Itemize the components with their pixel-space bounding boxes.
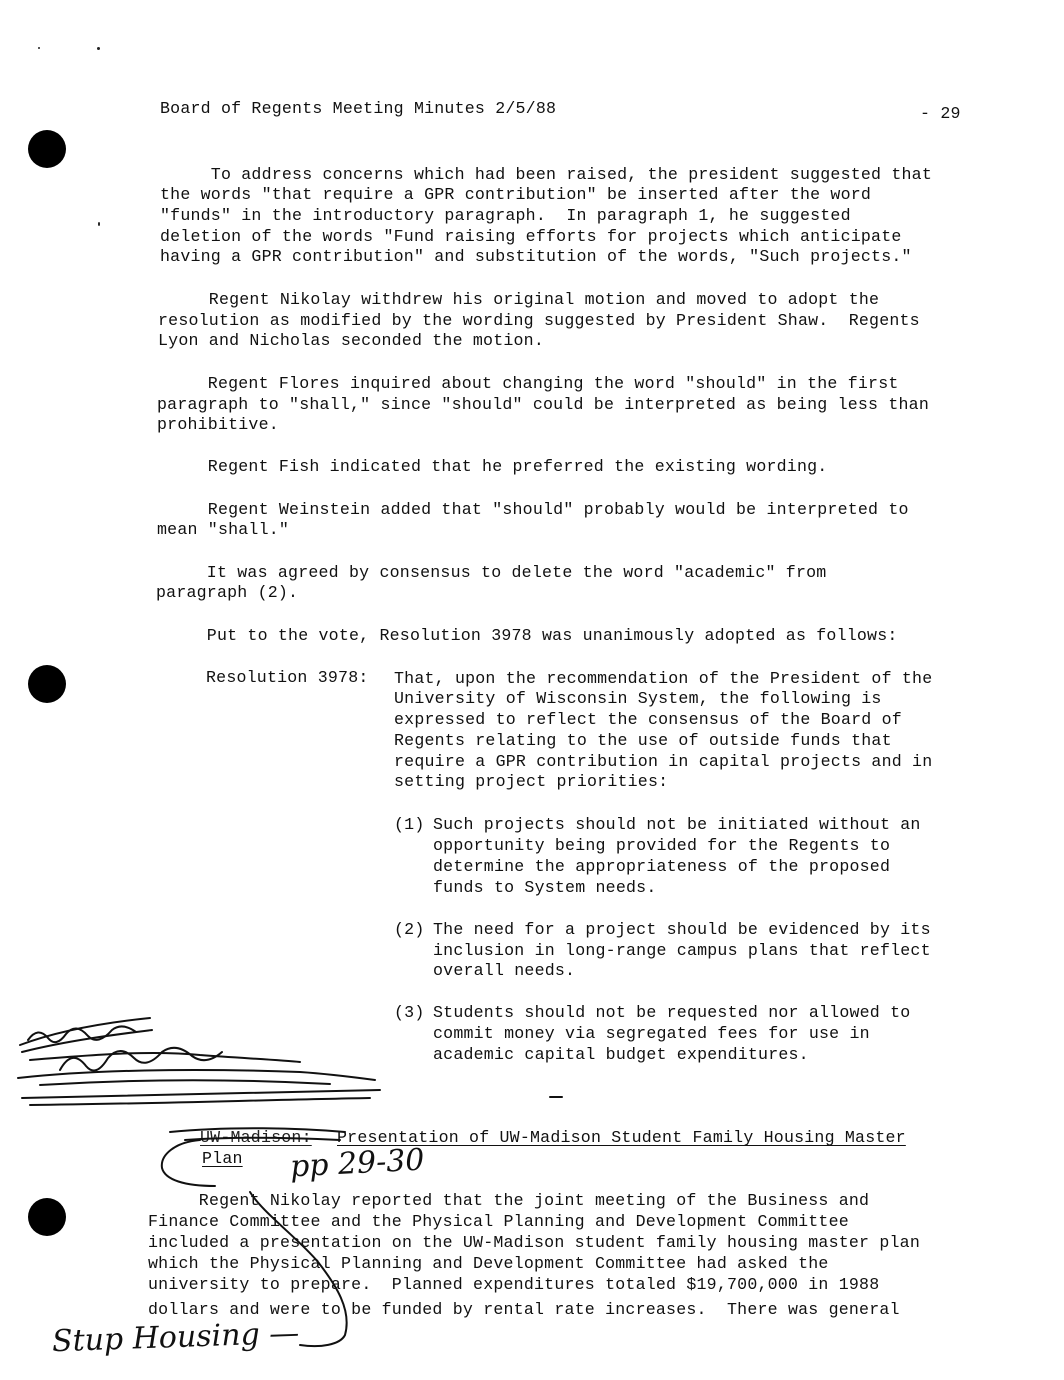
resolution-line: expressed to reflect the consensus of the Board of: [394, 710, 902, 729]
paragraph-line: the words "that require a GPR contribution" be inserted after the word: [160, 185, 872, 204]
scribble-strike: [30, 1098, 370, 1105]
paragraph-line: paragraph (2).: [156, 583, 299, 602]
paragraph-line: resolution as modified by the wording suggested by President Shaw. Regents: [158, 311, 920, 330]
resolution-line: University of Wisconsin System, the following is: [394, 689, 882, 708]
resolution-item-number: (2): [394, 920, 425, 939]
section-body-line: dollars and were to be funded by rental rate increases. There was general: [148, 1300, 900, 1319]
resolution-item-number: (3): [394, 1003, 425, 1022]
section-body-line: Regent Nikolay reported that the joint meeting of the Business and: [148, 1191, 870, 1210]
paragraph-line: Regent Flores inquired about changing the word "should" in the first: [157, 374, 899, 393]
resolution-item-line: commit money via segregated fees for use in: [433, 1024, 870, 1043]
resolution-line: require a GPR contribution in capital projects and in: [394, 752, 933, 771]
section-body-line: which the Physical Planning and Development Committee had asked the: [148, 1254, 829, 1273]
scribble-strike: [22, 1090, 380, 1098]
resolution-item-line: opportunity being provided for the Regents to: [433, 836, 891, 855]
paragraph-line: paragraph to "shall," since "should" could be interpreted as being less than: [157, 395, 929, 414]
resolution-item-line: overall needs.: [433, 961, 576, 980]
scribble-strike: [30, 1053, 300, 1062]
resolution-item-line: inclusion in long-range campus plans that reflect: [433, 941, 931, 960]
resolution-item-line: funds to System needs.: [433, 878, 657, 897]
handwritten-page-reference: pp 29-30: [289, 1142, 426, 1185]
paragraph-line: Lyon and Nicholas seconded the motion.: [158, 331, 544, 350]
paragraph-line: To address concerns which had been raised, the president suggested that: [160, 165, 932, 184]
resolution-item-number: (1): [394, 815, 425, 834]
resolution-item-line: determine the appropriateness of the proposed: [433, 857, 891, 876]
section-struck-prefix: UW-Madison:: [200, 1128, 312, 1147]
body-bracket-mark: [250, 1192, 347, 1346]
paragraph-line: Regent Fish indicated that he preferred the existing wording.: [157, 457, 828, 476]
paragraph-line: mean "shall.": [157, 520, 290, 539]
handwritten-margin-note: Stup Housing —: [51, 1315, 300, 1360]
section-body-line: university to prepare. Planned expenditures totaled $19,700,000 in 1988: [148, 1275, 880, 1294]
section-body-line: Finance Committee and the Physical Planning and Development Committee: [148, 1212, 849, 1231]
heading-strike: [185, 1138, 340, 1140]
heading-strike: [170, 1128, 345, 1132]
paragraph-line: Regent Nikolay withdrew his original motion and moved to adopt the: [158, 290, 880, 309]
resolution-line: Regents relating to the use of outside funds that: [394, 731, 892, 750]
resolution-line: setting project priorities:: [394, 772, 669, 791]
heading-bracket-mark: [162, 1140, 215, 1186]
paragraph-line: prohibitive.: [157, 415, 279, 434]
page-number: - 29: [920, 104, 961, 123]
section-heading: Presentation of UW-Madison Student Family Housing Master: [337, 1128, 906, 1147]
paragraph-line: "funds" in the introductory paragraph. In paragraph 1, he suggested: [160, 206, 851, 225]
resolution-label: Resolution 3978:: [206, 668, 369, 687]
section-body-line: included a presentation on the UW-Madison student family housing master plan: [148, 1233, 920, 1252]
resolution-item-line: Students should not be requested nor allowed to: [433, 1003, 911, 1022]
paragraph-line: deletion of the words "Fund raising efforts for projects which anticipate: [160, 227, 902, 246]
resolution-item-line: academic capital budget expenditures.: [433, 1045, 809, 1064]
resolution-item-line: Such projects should not be initiated without an: [433, 815, 921, 834]
scribble-strike: [40, 1080, 330, 1085]
scribble-strike: [18, 1070, 375, 1080]
paragraph-line: Regent Weinstein added that "should" probably would be interpreted to: [157, 500, 909, 519]
page-header-title: Board of Regents Meeting Minutes 2/5/88: [160, 99, 557, 118]
section-heading: Plan: [202, 1149, 243, 1168]
paragraph-line: having a GPR contribution" and substitution of the words, "Such projects.": [160, 247, 912, 266]
resolution-line: That, upon the recommendation of the President of the: [394, 669, 933, 688]
paragraph-line: It was agreed by consensus to delete the word "academic" from: [156, 563, 827, 582]
resolution-item-line: The need for a project should be evidenced by its: [433, 920, 931, 939]
scribble-strike: [60, 1048, 222, 1071]
paragraph-line: Put to the vote, Resolution 3978 was unanimously adopted as follows:: [156, 626, 898, 645]
